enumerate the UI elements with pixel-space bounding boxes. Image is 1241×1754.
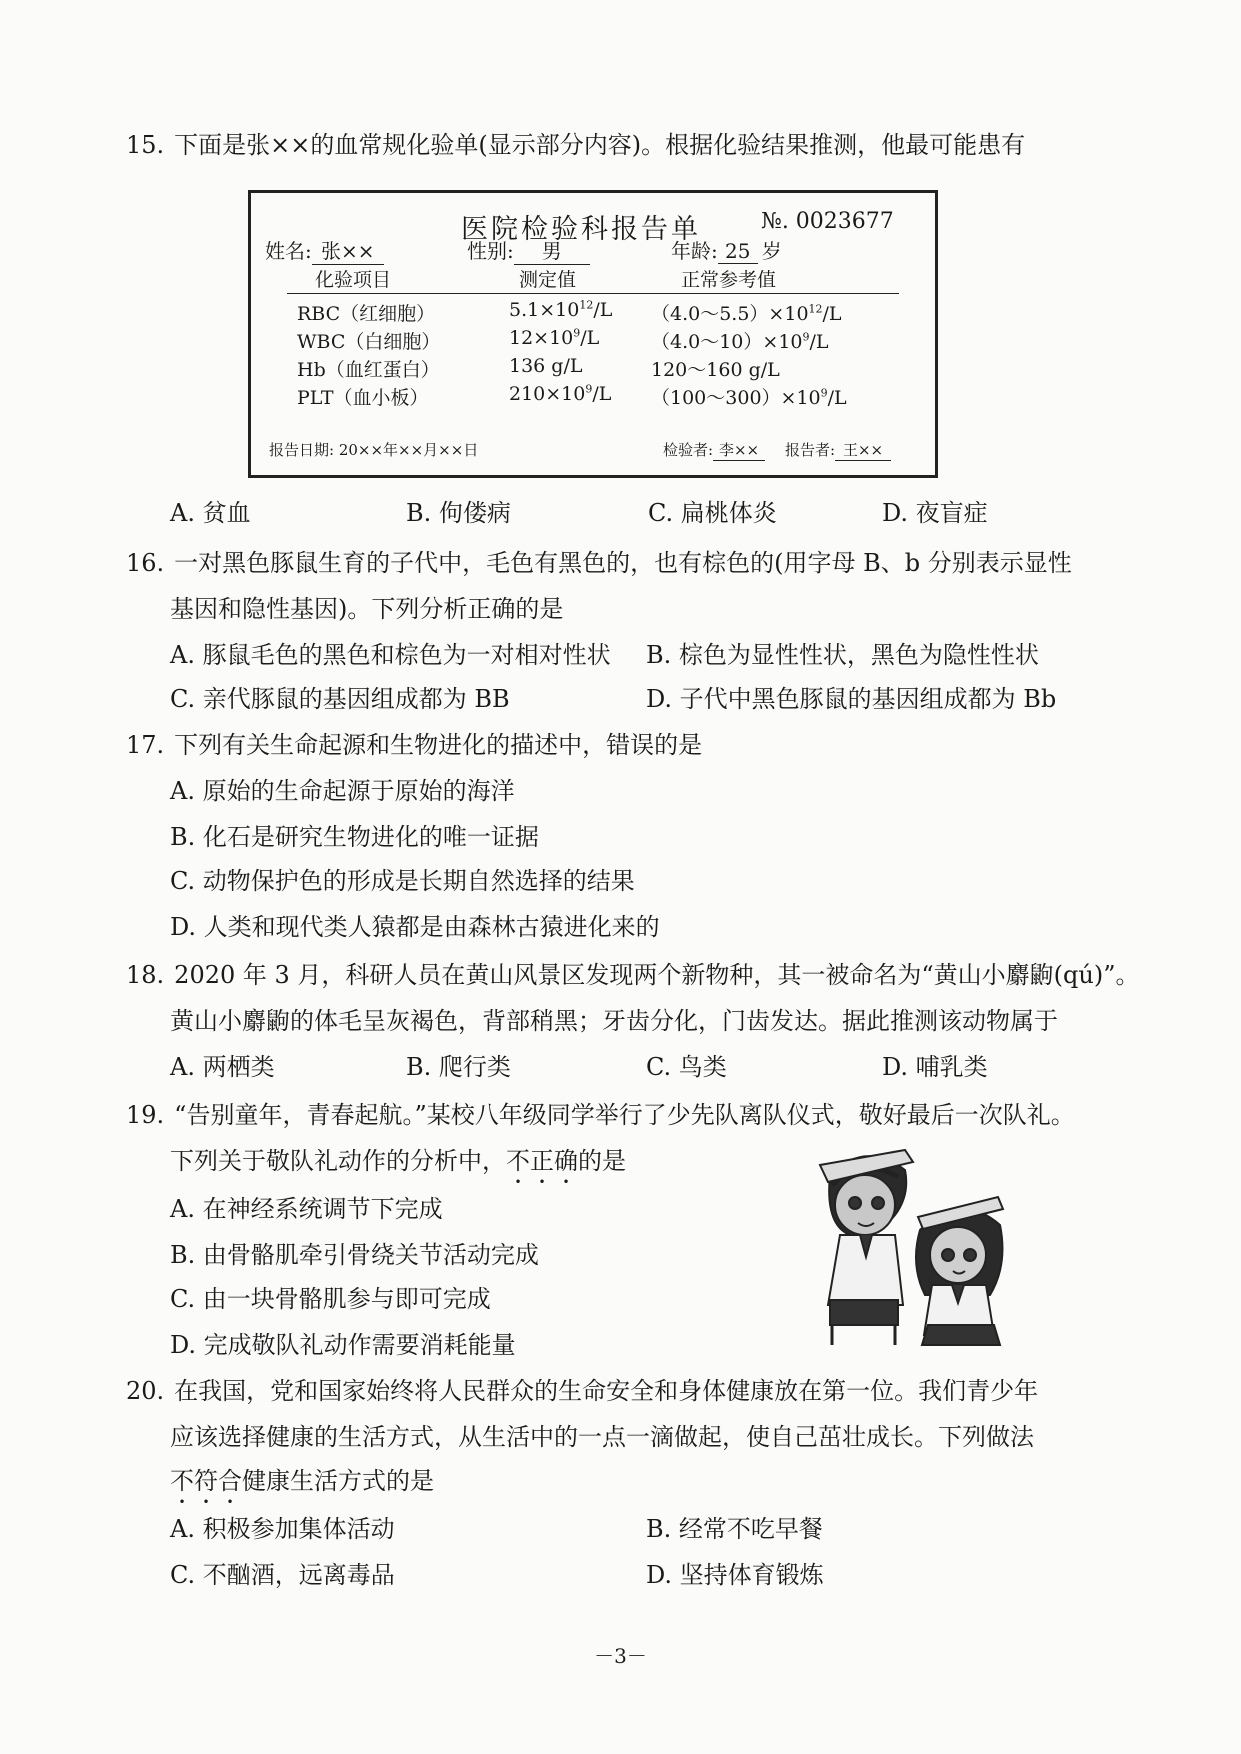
emphasis-text: 不符合 [170,1467,242,1495]
row-ref: 120～160 g/L [651,359,780,381]
question-stem: 2020 年 3 月，科研人员在黄山风景区发现两个新物种，其一被命名为“黄山小麝鼩(qú)”。 [174,961,1140,989]
question-stem-cont: 基因和隐性基因)。下列分析正确的是 [170,595,564,623]
option-c: C. 不酗酒，远离毒品 [170,1561,395,1589]
report-title: 医院检验科报告单 [461,214,701,245]
emphasis-text: 不正确 [506,1147,578,1175]
option-b: B. 由骨骼肌牵引骨绕关节活动完成 [170,1241,539,1269]
row-item: RBC（红细胞） [297,303,436,325]
page-number: －3－ [594,1644,647,1668]
row-item: Hb（血红蛋白） [297,359,440,381]
question-stem: “告别童年，青春起航。”某校八年级同学举行了少先队离队仪式，敬好最后一次队礼。 [174,1101,1075,1129]
option-d: D. 坚持体育锻炼 [646,1561,824,1589]
option-d: D. 完成敬队礼动作需要消耗能量 [170,1331,516,1359]
option-a: A. 在神经系统调节下完成 [170,1195,443,1223]
age-field: 年龄: 25 岁 [671,239,782,263]
option-d: D. 人类和现代类人猿都是由森林古猿进化来的 [170,913,660,941]
option-c: C. 扁桃体炎 [648,499,777,527]
col-header-item: 化验项目 [315,269,392,291]
row-value: $5.1\times 10^{12}/L$ [509,298,613,321]
question-16 [126,548,1106,578]
row-value: $12\times 10^9/L$ [509,326,600,349]
question-stem: 下列有关生命起源和生物进化的描述中，错误的是 [174,731,703,759]
question-stem-cont: 下列关于敬队礼动作的分析中，不正确的是 [170,1147,626,1175]
header-divider [287,293,899,294]
option-c: C. 亲代豚鼠的基因组成都为 BB [170,685,510,713]
question-15 [126,130,1106,160]
question-stem: 一对黑色豚鼠生育的子代中，毛色有黑色的，也有棕色的(用字母 B、b 分别表示显性 [174,549,1072,577]
option-d: D. 夜盲症 [882,499,988,527]
question-number: 18. [126,961,165,989]
row-item: WBC（白细胞） [297,331,441,353]
row-ref: $(4.0\sim 5.5)\times 10^{12}/L$ [651,302,842,325]
question-number: 16. [126,549,165,577]
option-a: A. 贫血 [170,499,251,527]
col-header-ref: 正常参考值 [681,269,777,291]
option-c: C. 鸟类 [646,1053,727,1081]
option-a: A. 原始的生命起源于原始的海洋 [170,777,515,805]
row-value: $210\times 10^9/L$ [509,382,612,405]
question-18 [126,960,1140,990]
option-b: B. 化石是研究生物进化的唯一证据 [170,823,539,851]
question-number: 15. [126,131,165,159]
option-a: A. 两栖类 [170,1053,275,1081]
name-field: 姓名: 张×× [265,235,384,265]
sex-field: 性别: 男 [467,235,590,265]
option-a: A. 豚鼠毛色的黑色和棕色为一对相对性状 [170,641,611,669]
question-19 [126,1100,1106,1130]
question-number: 20. [126,1377,165,1405]
row-item: PLT（血小板） [297,387,429,409]
age-value: 25 [718,239,758,264]
lab-report [248,190,938,478]
question-stem: 下面是张××的血常规化验单(显示部分内容)。根据化验结果推测，他最可能患有 [174,131,1026,159]
option-a: A. 积极参加集体活动 [170,1515,395,1543]
option-c: C. 由一块骨骼肌参与即可完成 [170,1285,491,1313]
question-20 [126,1376,1106,1406]
col-header-value: 测定值 [519,269,577,291]
name-value: 张×× [312,235,384,265]
option-d: D. 哺乳类 [882,1053,988,1081]
option-d: D. 子代中黑色豚鼠的基因组成都为 Bb [646,685,1057,713]
option-b: B. 佝偻病 [406,499,511,527]
question-stem-cont: 不符合健康生活方式的是 [170,1467,434,1495]
question-number: 17. [126,731,165,759]
reporter-field: 报告者: 王×× [785,439,891,461]
question-number: 19. [126,1101,165,1129]
row-value: 136 g/L [509,355,583,377]
option-c: C. 动物保护色的形成是长期自然选择的结果 [170,867,635,895]
inspector-field: 检验者: 李×× [663,439,765,461]
question-stem: 在我国，党和国家始终将人民群众的生命安全和身体健康放在第一位。我们青少年 [174,1377,1039,1405]
option-b: B. 爬行类 [406,1053,511,1081]
sex-value: 男 [514,235,590,265]
row-ref: $(4.0\sim 10)\times 10^9/L$ [651,330,829,353]
option-b: B. 棕色为显性性状，黑色为隐性性状 [646,641,1039,669]
question-stem-cont: 黄山小麝鼩的体毛呈灰褐色，背部稍黑；牙齿分化，门齿发达。据此推测该动物属于 [170,1007,1058,1035]
question-17 [126,730,1106,760]
row-ref: $(100\sim 300)\times 10^9/L$ [651,386,847,409]
question-stem-cont: 应该选择健康的生活方式，从生活中的一点一滴做起，使自己茁壮成长。下列做法 [170,1423,1034,1451]
option-b: B. 经常不吃早餐 [646,1515,823,1543]
report-number: №. 0023677 [761,209,894,234]
saluting-students-illustration [810,1135,1020,1350]
report-date: 报告日期: 20××年××月××日 [269,441,479,459]
